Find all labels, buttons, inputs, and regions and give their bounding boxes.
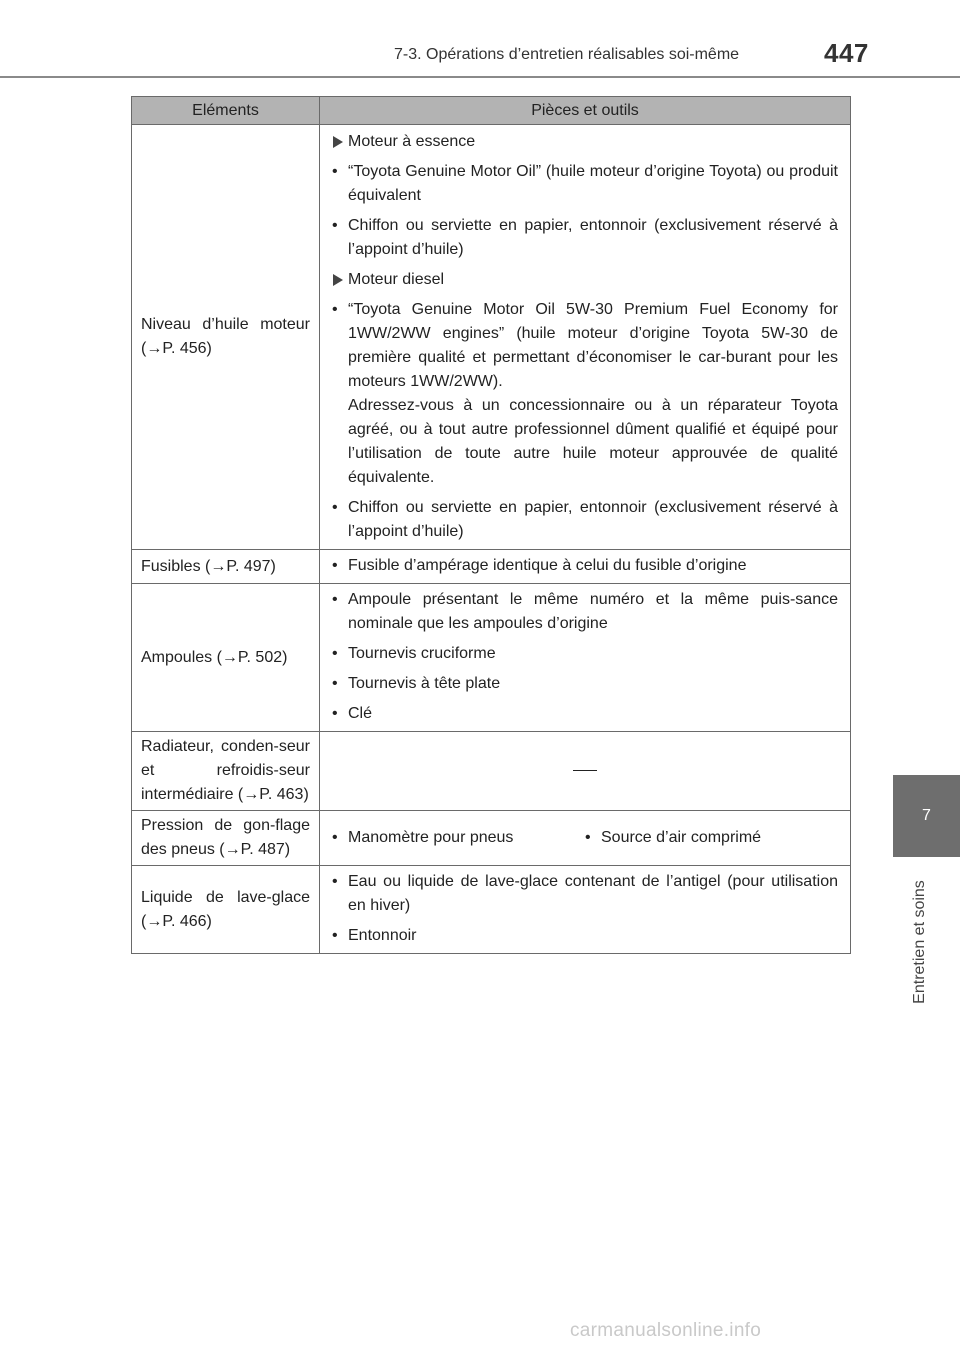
element-cell: Radiateur, conden-seur et refroidis-seur intermédiaire (→P. 463) (132, 732, 320, 811)
triangle-marker-icon (333, 274, 343, 286)
triangle-marker-icon (333, 136, 343, 148)
bullet-icon: • (332, 705, 338, 722)
parts-cell (320, 550, 851, 584)
list-item-text: “Toyota Genuine Motor Oil 5W-30 Premium Fuel Economy for 1WW/2WW engines” (huile moteur d’origine Toyota 5W-30 de première qualité et permettant d’économiser le car-burant pour les moteurs 1WW/2WW). (348, 301, 838, 390)
list-item-text: Tournevis cruciforme (348, 645, 496, 662)
chapter-tab (893, 775, 960, 857)
subheading-petrol (332, 130, 838, 154)
bullet-icon: • (332, 163, 338, 180)
bullet-icon: • (332, 828, 338, 846)
table-row-fuses (132, 550, 851, 584)
subheading-diesel (332, 268, 838, 292)
column-header-parts-tools: Pièces et outils (320, 97, 851, 125)
bullet-icon: • (332, 301, 338, 318)
running-header-section: 7-3. Opérations d’entretien réalisables soi-même (394, 46, 740, 63)
list-item-text: Source d’air comprimé (601, 828, 762, 846)
list-item (332, 642, 838, 666)
bullet-icon: • (332, 217, 338, 234)
bullet-icon: • (332, 499, 338, 516)
list-item-text: Fusible d’ampérage identique à celui du fusible d’origine (348, 557, 747, 574)
list-item-text: Entonnoir (348, 927, 417, 944)
table-row-bulbs (132, 584, 851, 732)
bullet-icon: • (332, 675, 338, 692)
list-item-note: Adressez-vous à un concessionnaire ou à un réparateur Toyota agréé, ou à tout autre professionnel dûment qualifié et équipé pour l’utilisation de toute autre huile moteur approuvée de qualité équivalente. (348, 397, 838, 486)
list-item-text: Eau ou liquide de lave-glace contenant de l’antigel (pour utilisation en hiver) (348, 873, 838, 914)
element-cell: Pression de gon-flage des pneus (→P. 487) (132, 811, 320, 866)
parts-cell (320, 866, 851, 954)
bullet-icon: • (585, 828, 591, 846)
subheading-text: Moteur diesel (348, 271, 445, 288)
list-item (332, 924, 838, 948)
parts-cell (320, 811, 851, 866)
em-dash-icon (573, 770, 597, 771)
table-row-radiator (132, 732, 851, 811)
bullet-icon: • (332, 557, 338, 574)
page-number: 447 (824, 38, 869, 68)
list-item (332, 496, 838, 544)
header-divider (0, 76, 960, 78)
list-item (585, 826, 838, 850)
element-cell: Ampoules (→P. 502) (132, 584, 320, 732)
list-item (332, 214, 838, 262)
list-item-text: Manomètre pour pneus (348, 828, 514, 846)
bullet-icon: • (332, 591, 338, 608)
bullet-icon: • (332, 873, 338, 890)
subheading-text: Moteur à essence (348, 133, 476, 150)
list-item-text: Chiffon ou serviette en papier, entonnoir (exclusivement réservé à l’appoint d’huile) (348, 499, 838, 540)
list-item (332, 826, 585, 850)
list-item (332, 554, 838, 578)
table-row-washer-fluid (132, 866, 851, 954)
parts-cell (320, 125, 851, 550)
element-cell: Fusibles (→P. 497) (132, 550, 320, 584)
list-item (332, 672, 838, 696)
list-item-text: Ampoule présentant le même numéro et la même puis-sance nominale que les ampoules d’origine (348, 591, 838, 632)
element-cell: Liquide de lave-glace (→P. 466) (132, 866, 320, 954)
chapter-tab-label: Entretien et soins (911, 880, 928, 1004)
list-item (332, 160, 838, 208)
list-item (332, 588, 838, 636)
chapter-tab-number: 7 (922, 807, 931, 824)
list-item-text: Tournevis à tête plate (348, 675, 501, 692)
list-item (332, 702, 838, 726)
parts-cell-empty (320, 732, 851, 811)
maintenance-parts-table (131, 96, 851, 954)
list-item-text: “Toyota Genuine Motor Oil” (huile moteur d’origine Toyota) ou produit équivalent (348, 163, 838, 204)
list-item-text: Clé (348, 705, 373, 722)
bullet-icon: • (332, 645, 338, 662)
two-column-list (332, 826, 838, 850)
column-header-elements: Eléments (132, 97, 320, 125)
watermark: carmanualsonline.info (570, 1320, 762, 1341)
table-row-tire-pressure (132, 811, 851, 866)
list-item (332, 298, 838, 490)
list-item (332, 870, 838, 918)
bullet-icon: • (332, 927, 338, 944)
element-cell: Niveau d’huile moteur (→P. 456) (132, 125, 320, 550)
list-item-text: Chiffon ou serviette en papier, entonnoir (exclusivement réservé à l’appoint d’huile) (348, 217, 838, 258)
table-header-row (132, 97, 851, 125)
table-row-engine-oil (132, 125, 851, 550)
parts-cell (320, 584, 851, 732)
